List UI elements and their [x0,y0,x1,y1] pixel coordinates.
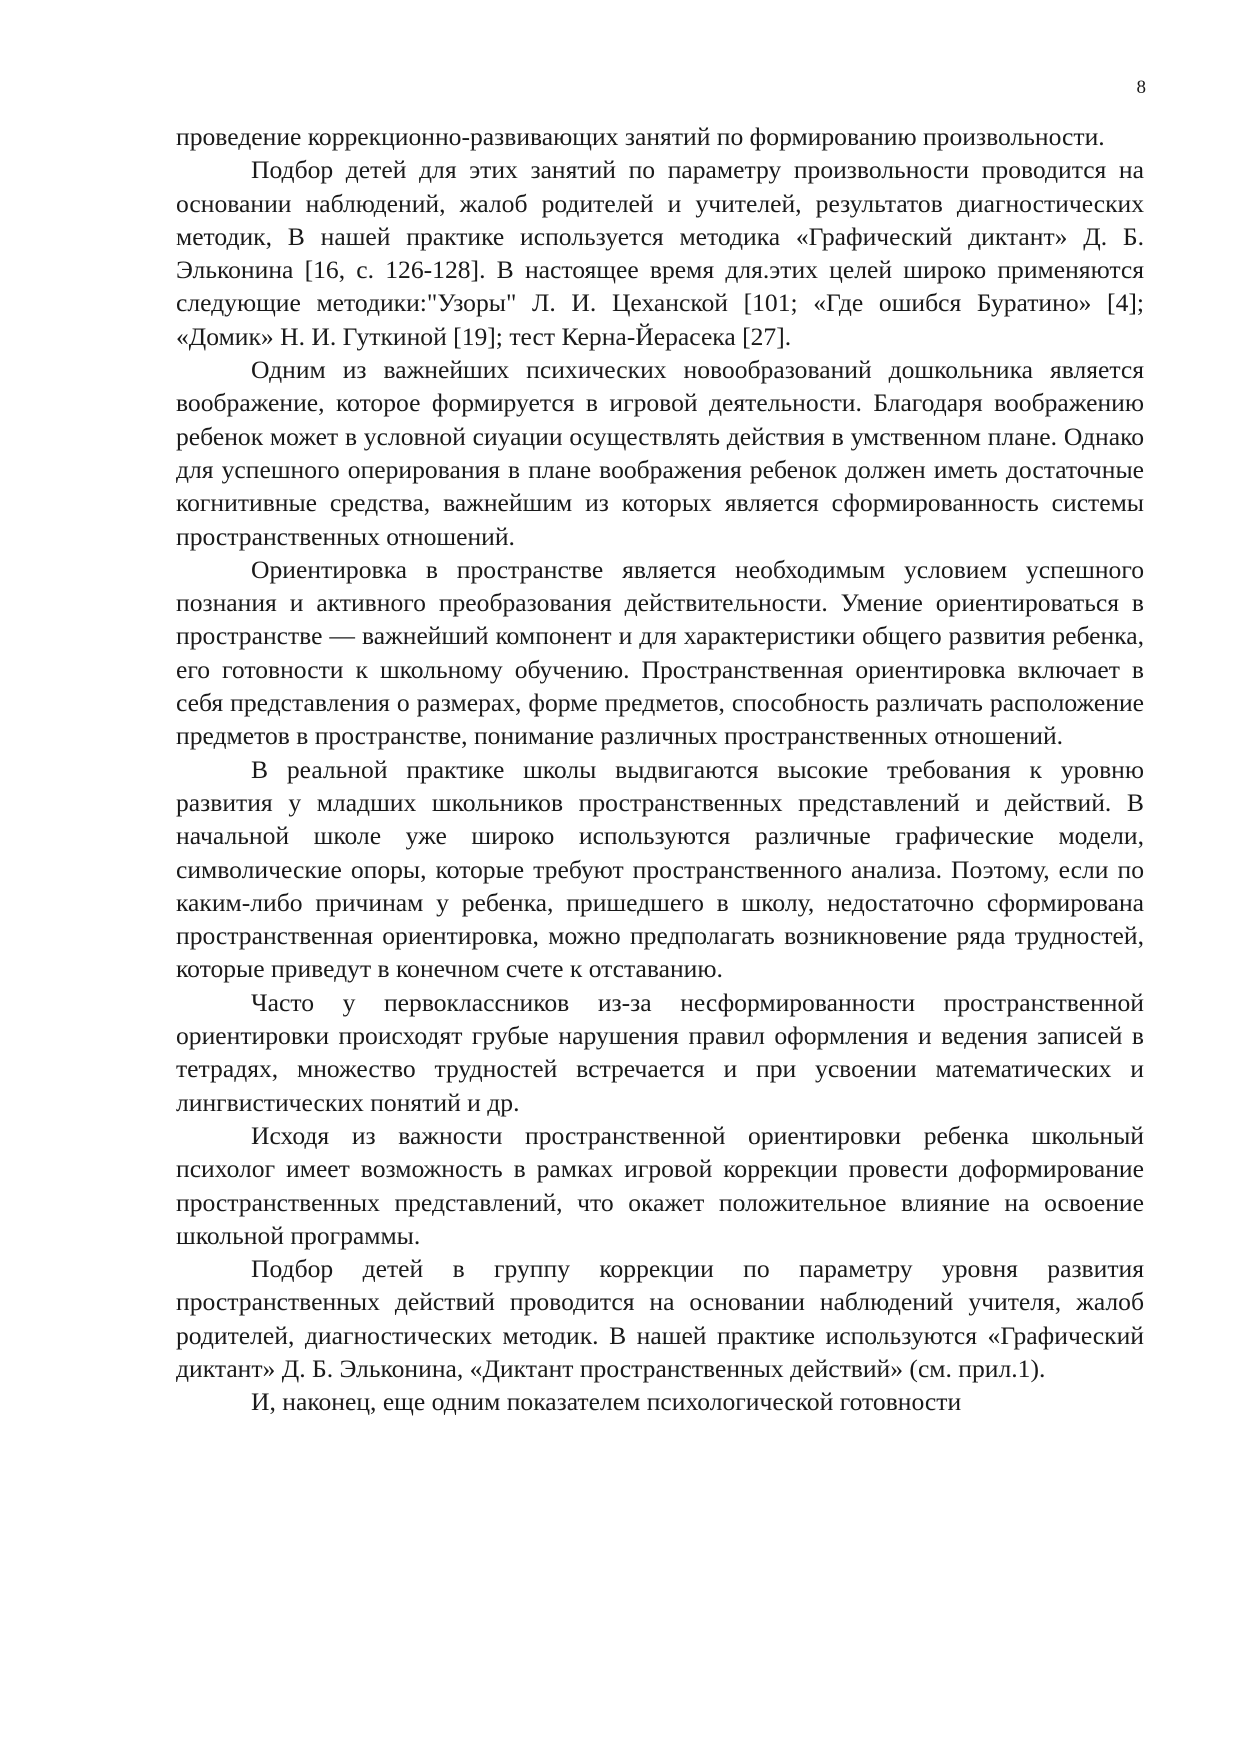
paragraph-truncated: И, наконец, еще одним показателем психологической готовности [251,1387,962,1417]
paragraph: Ориентировка в пространстве является необходимым условием успешного познания и активного преобразования действительности. Умение ориентироваться в пространстве — важнейший компонент и для характеристики общего развития ребенка, его готовности к школьному обучению. Пространственная ориентировка включает в себя представления о размерах, форме предметов, способность различать расположение предметов в пространстве, понимание различных пространственных отношений. [176,554,1144,751]
document-body [176,120,1144,1419]
paragraph-continuation: проведение коррекционно-развивающих занятий по формированию произвольности. [176,122,1105,151]
paragraph: Подбор детей для этих занятий по параметру произвольности проводится на основании наблюдений, жалоб родителей и учителей, результатов диагностических методик, В нашей практике используется методика «Графический диктант» Д. Б. Эльконина [16, с. 126-128]. В настоящее время для.этих целей широко применяются следующие методики:"Узоры" Л. И. Цеханской [101; «Где ошибся Буратино» [4]; «Домик» Н. И. Гуткиной [19]; тест Керна-Йерасека [27]. [176,155,1144,351]
paragraph: Подбор детей в группу коррекции по параметру уровня развития пространственных действий проводится на основании наблюдений учителя, жалоб родителей, диагностических методик. В нашей практике используются «Графический диктант» Д. Б. Эльконина, «Диктант пространственных действий» (см. прил.1). [176,1254,1144,1383]
paragraph: Одним из важнейших психических новообразований дошкольника является воображение, которое формируется в игровой деятельности. Благодаря воображению ребенок может в условной сиуации осуществлять действия в умственном плане. Однако для успешного оперирования в плане воображения ребенок должен иметь достаточные когнитивные средства, важнейшим из которых является сформированность системы пространственных отношений. [176,355,1144,551]
paragraph: Исходя из важности пространственной ориентировки ребенка школьный психолог имеет возможность в рамках игровой коррекции провести доформирование пространственных представлений, что окажет положительное влияние на освоение школьной программы. [176,1120,1144,1250]
page-number: 8 [1136,77,1146,98]
paragraph: Часто у первоклассников из-за несформированности пространственной ориентировки происходят грубые нарушения правил оформления и ведения записей в тетрадях, множество трудностей встречается и при усвоении математических и лингвистических понятий и др. [176,987,1144,1117]
paragraph: В реальной практике школы выдвигаются высокие требования к уровню развития у младших школьников пространственных представлений и действий. В начальной школе уже широко используются различные графические модели, символические опоры, которые требуют пространственного анализа. Поэтому, если по каким-либо причинам у ребенка, пришедшего в школу, недостаточно сформирована пространственная ориентировка, можно предполагать возникновение ряда трудностей, которые приведут в конечном счете к отставанию. [176,754,1144,984]
